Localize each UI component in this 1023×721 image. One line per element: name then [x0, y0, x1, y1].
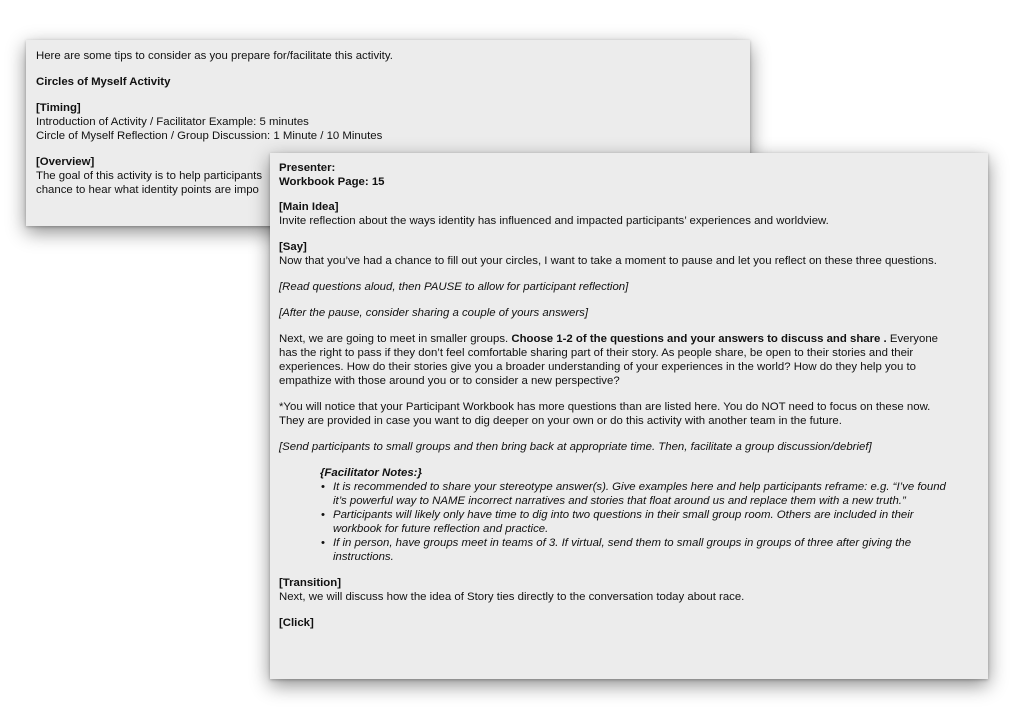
workbook-note-line-2: They are provided in case you want to dig deeper on your own or do this activity with another team in the future. — [279, 415, 842, 427]
bullet-icon: • — [321, 509, 325, 521]
timing-heading: [Timing] — [36, 102, 81, 114]
intro-text: Here are some tips to consider as you prepare for/facilitate this activity. — [36, 50, 393, 62]
front-notes-card — [270, 153, 988, 679]
workbook-page: Workbook Page: 15 — [279, 176, 385, 188]
click-heading: [Click] — [279, 617, 314, 629]
small-groups-paragraph — [279, 332, 979, 388]
timing-line-2: Circle of Myself Reflection / Group Discussion: 1 Minute / 10 Minutes — [36, 130, 383, 142]
next-para-line-3: experiences. How do their stories give you a broader understanding of your experiences in the world? How do they help you to — [279, 361, 916, 373]
note-1-line-2: it’s powerful way to NAME incorrect narratives and stories that float around us and replace them with a new truth.” — [333, 495, 906, 507]
stage-direction-send: [Send participants to small groups and then bring back at appropriate time. Then, facilitate a group discussion/debrief] — [279, 441, 872, 453]
overview-line-1: The goal of this activity is to help participants — [36, 170, 263, 182]
main-idea-heading: [Main Idea] — [279, 201, 339, 213]
presenter-label: Presenter: — [279, 162, 336, 174]
workbook-note-paragraph — [279, 400, 979, 428]
stage-direction-read: [Read questions aloud, then PAUSE to allow for participant reflection] — [279, 281, 629, 293]
next-para-start: Next, we are going to meet in smaller groups. — [279, 333, 512, 345]
say-text: Now that you’ve had a chance to fill out your circles, I want to take a moment to pause and let you reflect on these three questions. — [279, 255, 937, 267]
activity-title: Circles of Myself Activity — [36, 76, 171, 88]
next-para-end: Everyone — [886, 333, 939, 345]
workbook-note-line-1: *You will notice that your Participant Workbook has more questions than are listed here. You do NOT need to focus on these now. — [279, 401, 931, 413]
note-2-line-1: Participants will likely only have time to dig into two questions in their small group room. Others are included in their — [333, 509, 914, 521]
transition-text: Next, we will discuss how the idea of Story ties directly to the conversation today about race. — [279, 591, 745, 603]
note-1-line-1: It is recommended to share your stereotype answer(s). Give examples here and help participants reframe: e.g. “I’ve found — [333, 481, 946, 493]
say-heading: [Say] — [279, 241, 307, 253]
next-para-line-2: has the right to pass if they don’t feel comfortable sharing part of their story. As people share, be open to their stories and their — [279, 347, 914, 359]
next-para-bold: Choose 1-2 of the questions and your answers to discuss and share . — [511, 333, 887, 345]
next-para-line-4: empathize with those around you or to consider a new perspective? — [279, 375, 620, 387]
transition-heading: [Transition] — [279, 577, 342, 589]
facilitator-note-item — [321, 480, 979, 508]
overview-line-2: chance to hear what identity points are impo — [36, 184, 259, 196]
stage-direction-pause: [After the pause, consider sharing a couple of yours answers] — [279, 307, 588, 319]
facilitator-note-item — [321, 536, 979, 564]
facilitator-notes — [307, 466, 979, 564]
note-3-line-2: instructions. — [333, 551, 394, 563]
facilitator-note-item — [321, 508, 979, 536]
facilitator-notes-title: {Facilitator Notes:} — [320, 467, 422, 479]
main-idea-text: Invite reflection about the ways identity has influenced and impacted participants’ experiences and worldview. — [279, 215, 829, 227]
note-3-line-1: If in person, have groups meet in teams of 3. If virtual, send them to small groups in groups of three after giving the — [333, 537, 912, 549]
timing-line-1: Introduction of Activity / Facilitator Example: 5 minutes — [36, 116, 309, 128]
bullet-icon: • — [321, 481, 325, 493]
facilitator-notes-list — [307, 480, 979, 564]
note-2-line-2: workbook for future reflection and practice. — [333, 523, 549, 535]
bullet-icon: • — [321, 537, 325, 549]
overview-heading: [Overview] — [36, 156, 95, 168]
